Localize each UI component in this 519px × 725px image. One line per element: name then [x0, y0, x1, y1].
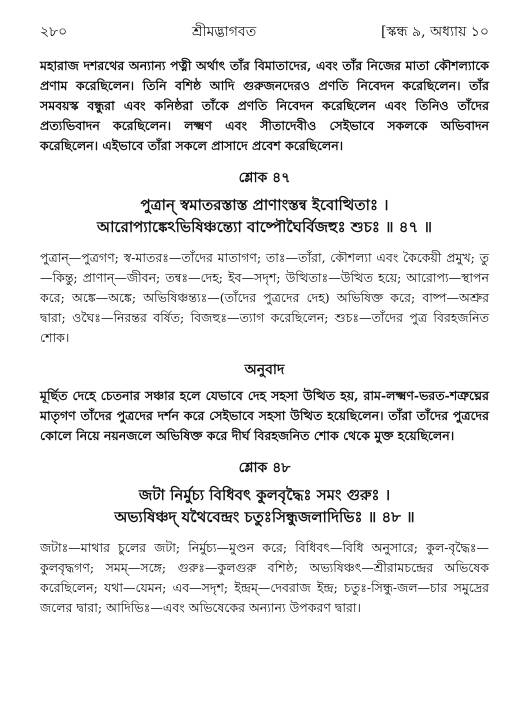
verse-48-line-1: জটা নির্মুচ্য বিধিবৎ কুলবৃদ্ধৈঃ সমং গুরুঃ । [138, 486, 391, 504]
verse-48-title: শ্লোক ৪৮ [238, 460, 291, 476]
page-number: ২৮০ [40, 24, 68, 40]
intro-paragraph: মহারাজ দশরথের অন্যান্য পত্নী অর্থাৎ তাঁর বিমাতাদের, এবং তাঁর নিজের মাতা কৌশল্যাকে প্রণাম করেছিলেন। তিনি বশিষ্ঠ আদি গুরুজনদেরও প্রণতি নিবেদন করেছিলেন। তাঁর সমবয়স্ক বন্ধুরা এবং কনিষ্ঠরা তাঁকে প্রণতি নিবেদন করেছিলেন এবং তিনিও তাঁদের প্রত্যভিবাদন করেছিলেন। লক্ষ্মণ এবং সীতাদেবীও সেইভাবে সকলকে অভিবাদন করেছিলেন। এইভাবে তাঁরা সকলে প্রাসাদে প্রবেশ করেছিলেন। [40, 58, 489, 153]
book-title: শ্রীমদ্ভাগবত [192, 24, 257, 40]
verse-48-line-2: অভ্যষিঞ্চদ্ যথৈবেন্দ্রং চতুঃসিন্ধুজলাদিভিঃ ॥ ৪৮ ॥ [114, 508, 415, 526]
translation-47-title: অনুবাদ [244, 362, 285, 378]
verse-47-line-2: আরোপ্যাঙ্কেঽভিষিঞ্চন্ত্যো বাষ্পৌঘৈর্বিজহুঃ শুচঃ ॥ ৪৭ ॥ [97, 218, 432, 236]
verse-48 [40, 484, 489, 528]
section-reference: [স্কন্ধ ৯, অধ্যায় ১০ [380, 24, 489, 40]
verse-47-glossary: পুত্রান্—পুত্রগণ; স্ব-মাতরঃ—তাঁদের মাতাগণ; তাঃ—তাঁরা, কৌশল্যা এবং কৈকেয়ী প্রমুখ; তু—কিন্তু; প্রাণান্—জীবন; তন্বঃ—দেহ; ইব—সদৃশ; উত্থিতাঃ—উত্থিত হয়ে; আরোপ্য—স্থাপন করে; অঙ্কে—অঙ্কে; অভিষিঞ্চন্ত্যঃ—(তাঁদের পুত্রদের দেহ) অভিষিক্ত করে; বাষ্প—অশ্রুর দ্বারা; ওঘৈঃ—নিরন্তর বর্ষিত; বিজহুঃ—ত্যাগ করেছিলেন; শুচঃ—তাঁদের পুত্র বিরহজনিত শোক। [40, 250, 489, 345]
page-header [40, 20, 489, 44]
translation-47-text: মূর্ছিত দেহে চেতনার সঞ্চার হলে যেভাবে দেহ সহসা উত্থিত হয়, রাম-লক্ষ্মণ-ভরত-শত্রুঘ্নের মাতৃগণ তাঁদের পুত্রদের দর্শন করে সেইভাবে সহসা উত্থিত হয়েছিলেন। তাঁরা তাঁদের পুত্রদের কোলে নিয়ে নয়নজলে অভিষিক্ত করে দীর্ঘ বিরহজনিত শোক থেকে মুক্ত হয়েছিলেন। [40, 388, 489, 443]
verse-47 [40, 194, 489, 238]
verse-47-line-1: পুত্রান্ স্বমাতরস্তাস্ত প্রাণাংস্তন্ব ইবোত্থিতাঃ । [140, 196, 389, 214]
verse-48-glossary: জটাঃ—মাথার চুলের জটা; নির্মুচ্য—মুণ্ডন করে; বিধিবৎ—বিধি অনুসারে; কুল-বৃদ্ধৈঃ—কুলবৃদ্ধগণ; সমম্—সঙ্গে; গুরুঃ—কুলগুরু বশিষ্ঠ; অভ্যষিঞ্চৎ—শ্রীরামচন্দ্রের অভিষেক করেছিলেন; যথা—যেমন; এব—সদৃশ; ইন্দ্রম্—দেবরাজ ইন্দ্র; চতুঃ-সিন্ধু-জল—চার সমুদ্রের জলের দ্বারা; আদিভিঃ—এবং অভিষেকের অন্যান্য উপকরণ দ্বারা। [40, 540, 489, 615]
verse-47-title: শ্লোক ৪৭ [238, 170, 291, 186]
